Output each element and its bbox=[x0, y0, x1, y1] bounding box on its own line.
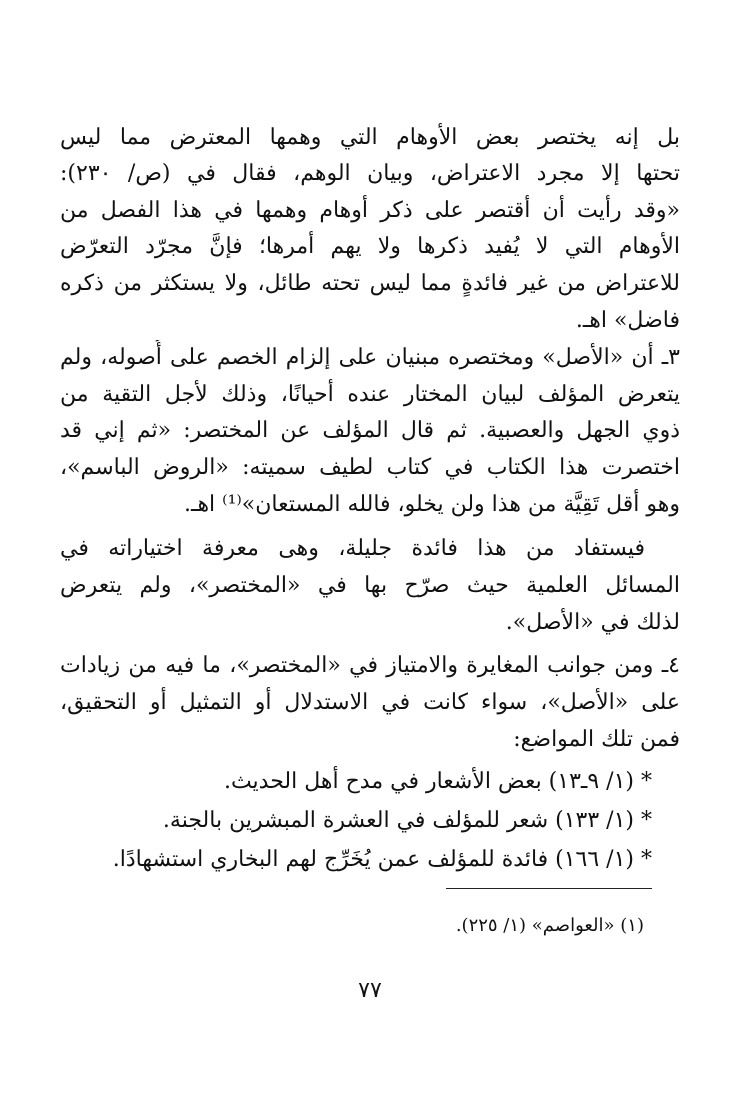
text-line: الأوهام التي لا يُفيد ذكرها ولا يهم أمرها؛ فإنَّ مجرّد التعرّض bbox=[60, 234, 680, 259]
text-line: تحتها إلا مجرد الاعتراض، وبيان الوهم، فقال في (ص/ ٢٣٠): bbox=[60, 161, 680, 186]
text-line: ٣ـ أن «الأصل» ومختصره مبنيان على إلزام الخصم على أُصوله، ولم bbox=[60, 345, 680, 370]
text-line: للاعتراض من غير فائدةٍ مما ليس تحته طائل، ولا يستكثر من ذكره bbox=[60, 271, 680, 296]
text-line: ٤ـ ومن جوانب المغايرة والامتياز في «المختصر»، ما فيه من زيادات bbox=[60, 653, 680, 678]
bullet-item: * (١/ ٩ـ١٣) بعض الأشعار في مدح أهل الحديث. bbox=[223, 769, 652, 794]
page-number: ٧٧ bbox=[358, 978, 382, 1003]
text-line: على «الأصل»، سواء كانت في الاستدلال أو التمثيل أو التحقيق، bbox=[60, 690, 680, 715]
text-line: يتعرض المؤلف لبيان المختار عنده أحيانًا، وذلك لأجل التقية من bbox=[60, 382, 680, 407]
text-line: «وقد رأيت أن أقتصر على ذكر أوهام وهمها في هذا الفصل من bbox=[60, 198, 680, 223]
text-line: بل إنه يختصر بعض الأوهام التي وهمها المعترض مما ليس bbox=[60, 125, 680, 150]
text-line: فمن تلك المواضع: bbox=[513, 727, 680, 752]
bullet-item: * (١/ ١٦٦) فائدة للمؤلف عمن يُخَرِّج لهم البخاري استشهادًا. bbox=[112, 847, 652, 872]
text-line: اختصرت هذا الكتاب في كتاب لطيف سميته: «الروض الباسم»، bbox=[60, 455, 680, 480]
text-line: المسائل العلمية حيث صرّح بها في «المختصر»، ولم يتعرض bbox=[60, 573, 680, 598]
text-line: وهو أقل تَقِيَّة من هذا ولن يخلو، فالله المستعان»⁽¹⁾ اهـ. bbox=[184, 492, 680, 517]
text-line: فاضل» اهـ. bbox=[575, 308, 680, 333]
footnote: (١) «العواصم» (١/ ٢٢٥). bbox=[455, 915, 644, 936]
bullet-item: * (١/ ١٣٣) شعر للمؤلف في العشرة المبشرين بالجنة. bbox=[162, 808, 652, 833]
footnote-divider bbox=[446, 888, 652, 889]
text-line: لذلك في «الأصل». bbox=[505, 610, 680, 635]
text-line: ذوي الجهل والعصبية. ثم قال المؤلف عن المختصر: «ثم إني قد bbox=[60, 418, 680, 443]
text-line: فيستفاد من هذا فائدة جليلة، وهى معرفة اختياراته في bbox=[60, 536, 645, 561]
